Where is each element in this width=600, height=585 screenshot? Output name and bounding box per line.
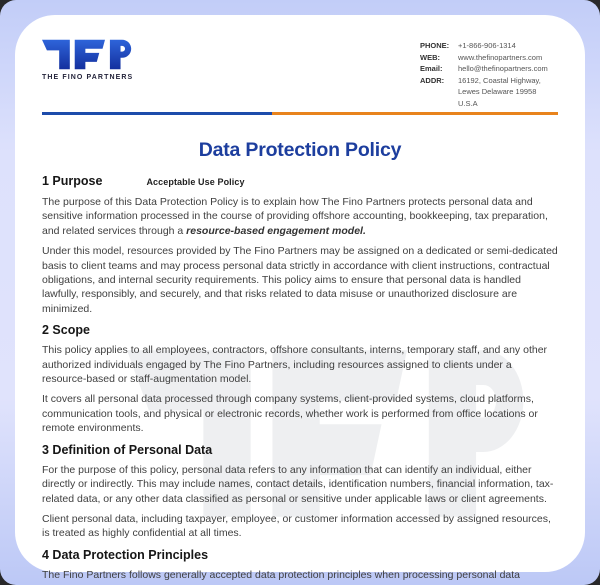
contact-label: Email: [420, 64, 443, 73]
contact-value: 16192, Coastal Highway, Lewes Delaware 19958 U.S.A [458, 75, 541, 108]
divider-orange-segment [272, 112, 558, 115]
policy-paragraph: The purpose of this Data Protection Policy is to explain how The Fino Partners protects personal data and sensitive information processed in the course of providing offshore accounting, bookkeeping, tax preparation, and related services through a resource-based engagement model. [42, 196, 548, 237]
policy-paragraph: It covers all personal data processed through company systems, client-provided systems, cloud platforms, communication tools, and physical or electronic records, whether work is performed from office locations or remote environments. [42, 393, 538, 435]
contact-label: PHONE: [420, 41, 450, 50]
contact-value: www.thefinopartners.com [458, 52, 543, 62]
contact-value: hello@thefinopartners.com [458, 64, 548, 73]
contact-label: WEB: [420, 52, 440, 62]
section-heading: 3 Definition of Personal Data [42, 442, 213, 457]
policy-paragraph: Client personal data, including taxpayer, employee, or customer information accessed by assigned resources, is treated as highly confidential at all times. [42, 512, 551, 540]
contact-value: +1-866-906-1314 [458, 41, 516, 50]
page-content [15, 15, 585, 582]
section-heading: 4 Data Protection Principles [42, 547, 209, 562]
divider-blue-segment [42, 112, 272, 115]
policy-paragraph: For the purpose of this policy, personal data refers to any information that can identify an individual, either directly or indirectly. This may include names, contact details, identification numbers, financial information, tax-related data, or any other data classified as personal or sensitive under applicable laws or client agreements. [42, 463, 554, 505]
logo-tagline: THE FINO PARTNERS [42, 74, 134, 81]
logo-block [42, 38, 133, 81]
section-heading: 2 Scope [42, 323, 90, 338]
policy-page [15, 15, 585, 581]
policy-paragraph: The Fino Partners follows generally accepted data protection principles when processing personal data [42, 568, 521, 581]
policy-paragraph: Under this model, resources provided by The Fino Partners may be assigned on a dedicated or semi-dedicated basis to client teams and may process personal data strictly in accordance with client instructions, contractual obligations, and internal security requirements. This policy aims to ensure that personal data is handled lawfully, responsibly, and securely, and that risks related to data misuse or unauthorized disclosure are minimized. [42, 245, 558, 315]
header-divider [42, 112, 558, 115]
tfp-logo-icon [42, 38, 132, 71]
contact-label: ADDR: [420, 75, 445, 85]
document-body [42, 173, 558, 582]
policy-paragraph: This policy applies to all employees, contractors, offshore consultants, interns, temporary staff, and any other authorized individuals engaged by The Fino Partners, including resources assigned to clients under a resource-based or staff-augmentation model. [42, 344, 548, 386]
section-heading: 1 Purpose Acceptable Use Policy [42, 174, 245, 188]
letterhead [42, 38, 558, 109]
section-badge: Acceptable Use Policy [146, 177, 245, 187]
page-title: Data Protection Policy [198, 139, 402, 161]
contact-block [420, 40, 558, 109]
